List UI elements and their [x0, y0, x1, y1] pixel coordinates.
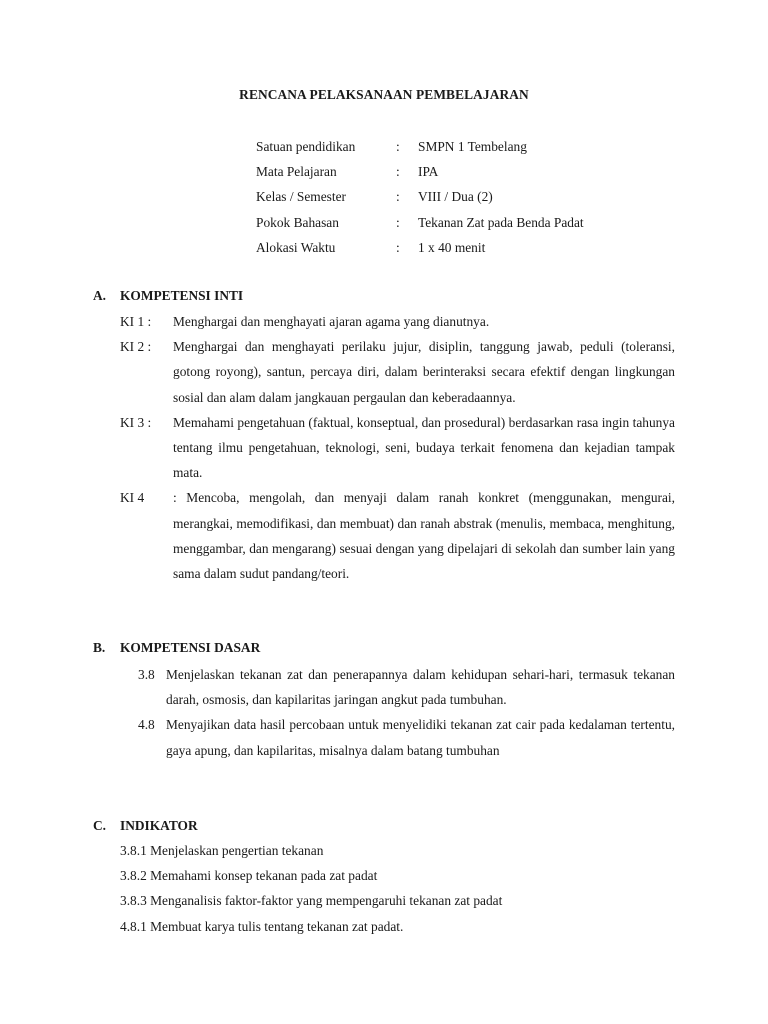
kd-item — [138, 712, 675, 762]
section-letter: C. — [93, 818, 107, 833]
section-heading-kompetensi-dasar — [93, 640, 260, 656]
ki-text: Memahami pengetahuan (faktual, konseptual, dan prosedural) berdasarkan rasa ingin tahunya tentang ilmu pengetahuan, teknologi, seni, budaya terkait fenomena dan kejadian tampak mata. — [173, 414, 675, 481]
meta-row — [256, 213, 584, 238]
kd-text: Menjelaskan tekanan zat dan penerapannya dalam kehidupan sehari-hari, termasuk tekanan darah, osmosis, dan kapilaritas jaringan angkut pada tumbuhan. — [166, 667, 675, 708]
ki-item — [120, 485, 675, 586]
section-title: KOMPETENSI DASAR — [120, 640, 261, 655]
meta-label: Kelas / Semester — [256, 189, 346, 205]
meta-label: Satuan pendidikan — [256, 139, 356, 154]
meta-value: SMPN 1 Tembelang — [418, 139, 527, 154]
indikator-item: 3.8.1 Menjelaskan pengertian tekanan — [120, 843, 324, 858]
kd-number: 4.8 — [138, 717, 155, 733]
meta-colon: : — [396, 214, 400, 230]
kd-item — [138, 662, 675, 712]
kd-text: Menyajikan data hasil percobaan untuk menyelidiki tekanan zat cair pada kedalaman tertentu, gaya apung, dan kapilaritas, misalnya dalam batang tumbuhan — [166, 717, 675, 758]
section-title: INDIKATOR — [120, 818, 198, 833]
ki-label: KI 3 : — [120, 414, 152, 430]
meta-row — [256, 238, 584, 263]
kompetensi-inti-list — [120, 309, 675, 586]
ki-item — [120, 410, 675, 486]
document-title: RENCANA PELAKSANAAN PEMBELAJARAN — [239, 87, 529, 102]
section-title: KOMPETENSI INTI — [120, 288, 244, 303]
meta-colon: : — [396, 189, 400, 205]
meta-value: 1 x 40 menit — [418, 239, 486, 255]
ki-item — [120, 334, 675, 410]
meta-table — [256, 137, 584, 263]
indikator-item: 3.8.3 Menganalisis faktor-faktor yang mempengaruhi tekanan zat padat — [120, 893, 503, 909]
ki-text: Menghargai dan menghayati perilaku jujur, disiplin, tanggung jawab, peduli (toleransi, gotong royong), santun, percaya diri, dalam berinteraksi secara efektif dengan lingkungan sosial dan alam dalam jangkauan pergaulan dan keberadaannya. — [173, 339, 675, 405]
section-letter: A. — [93, 288, 107, 303]
section-letter: B. — [93, 640, 106, 655]
ki-text: Menghargai dan menghayati ajaran agama yang dianutnya. — [173, 314, 490, 329]
kompetensi-dasar-list — [138, 662, 675, 763]
kd-number: 3.8 — [138, 667, 155, 682]
meta-value: Tekanan Zat pada Benda Padat — [418, 214, 584, 230]
meta-row — [256, 187, 584, 212]
indikator-item: 4.8.1 Membuat karya tulis tentang tekanan zat padat. — [120, 918, 404, 934]
ki-label: KI 1 : — [120, 314, 152, 329]
meta-value: IPA — [418, 164, 439, 180]
meta-colon: : — [396, 139, 400, 154]
meta-colon: : — [396, 164, 400, 180]
section-heading-indikator — [93, 818, 198, 834]
meta-value: VIII / Dua (2) — [418, 189, 493, 205]
ki-label: KI 2 : — [120, 339, 152, 355]
meta-label: Alokasi Waktu — [256, 239, 336, 255]
section-heading-kompetensi-inti — [93, 288, 243, 304]
ki-text: : Mencoba, mengolah, dan menyaji dalam ranah konkret (menggunakan, mengurai, merangkai, memodifikasi, dan membuat) dan ranah abstrak (menulis, membaca, menghitung, menggambar, dan mengarang) sesuai dengan yang dipelajari di sekolah dan sumber lain yang sama dalam sudut pandang/teori. — [173, 490, 675, 582]
meta-row — [256, 137, 584, 162]
meta-row — [256, 162, 584, 187]
ki-item — [120, 309, 675, 334]
meta-label: Mata Pelajaran — [256, 164, 337, 180]
indikator-item: 3.8.2 Memahami konsep tekanan pada zat padat — [120, 868, 378, 884]
meta-colon: : — [396, 239, 400, 255]
indikator-list — [120, 838, 502, 939]
ki-label: KI 4 — [120, 490, 145, 506]
meta-label: Pokok Bahasan — [256, 214, 339, 230]
